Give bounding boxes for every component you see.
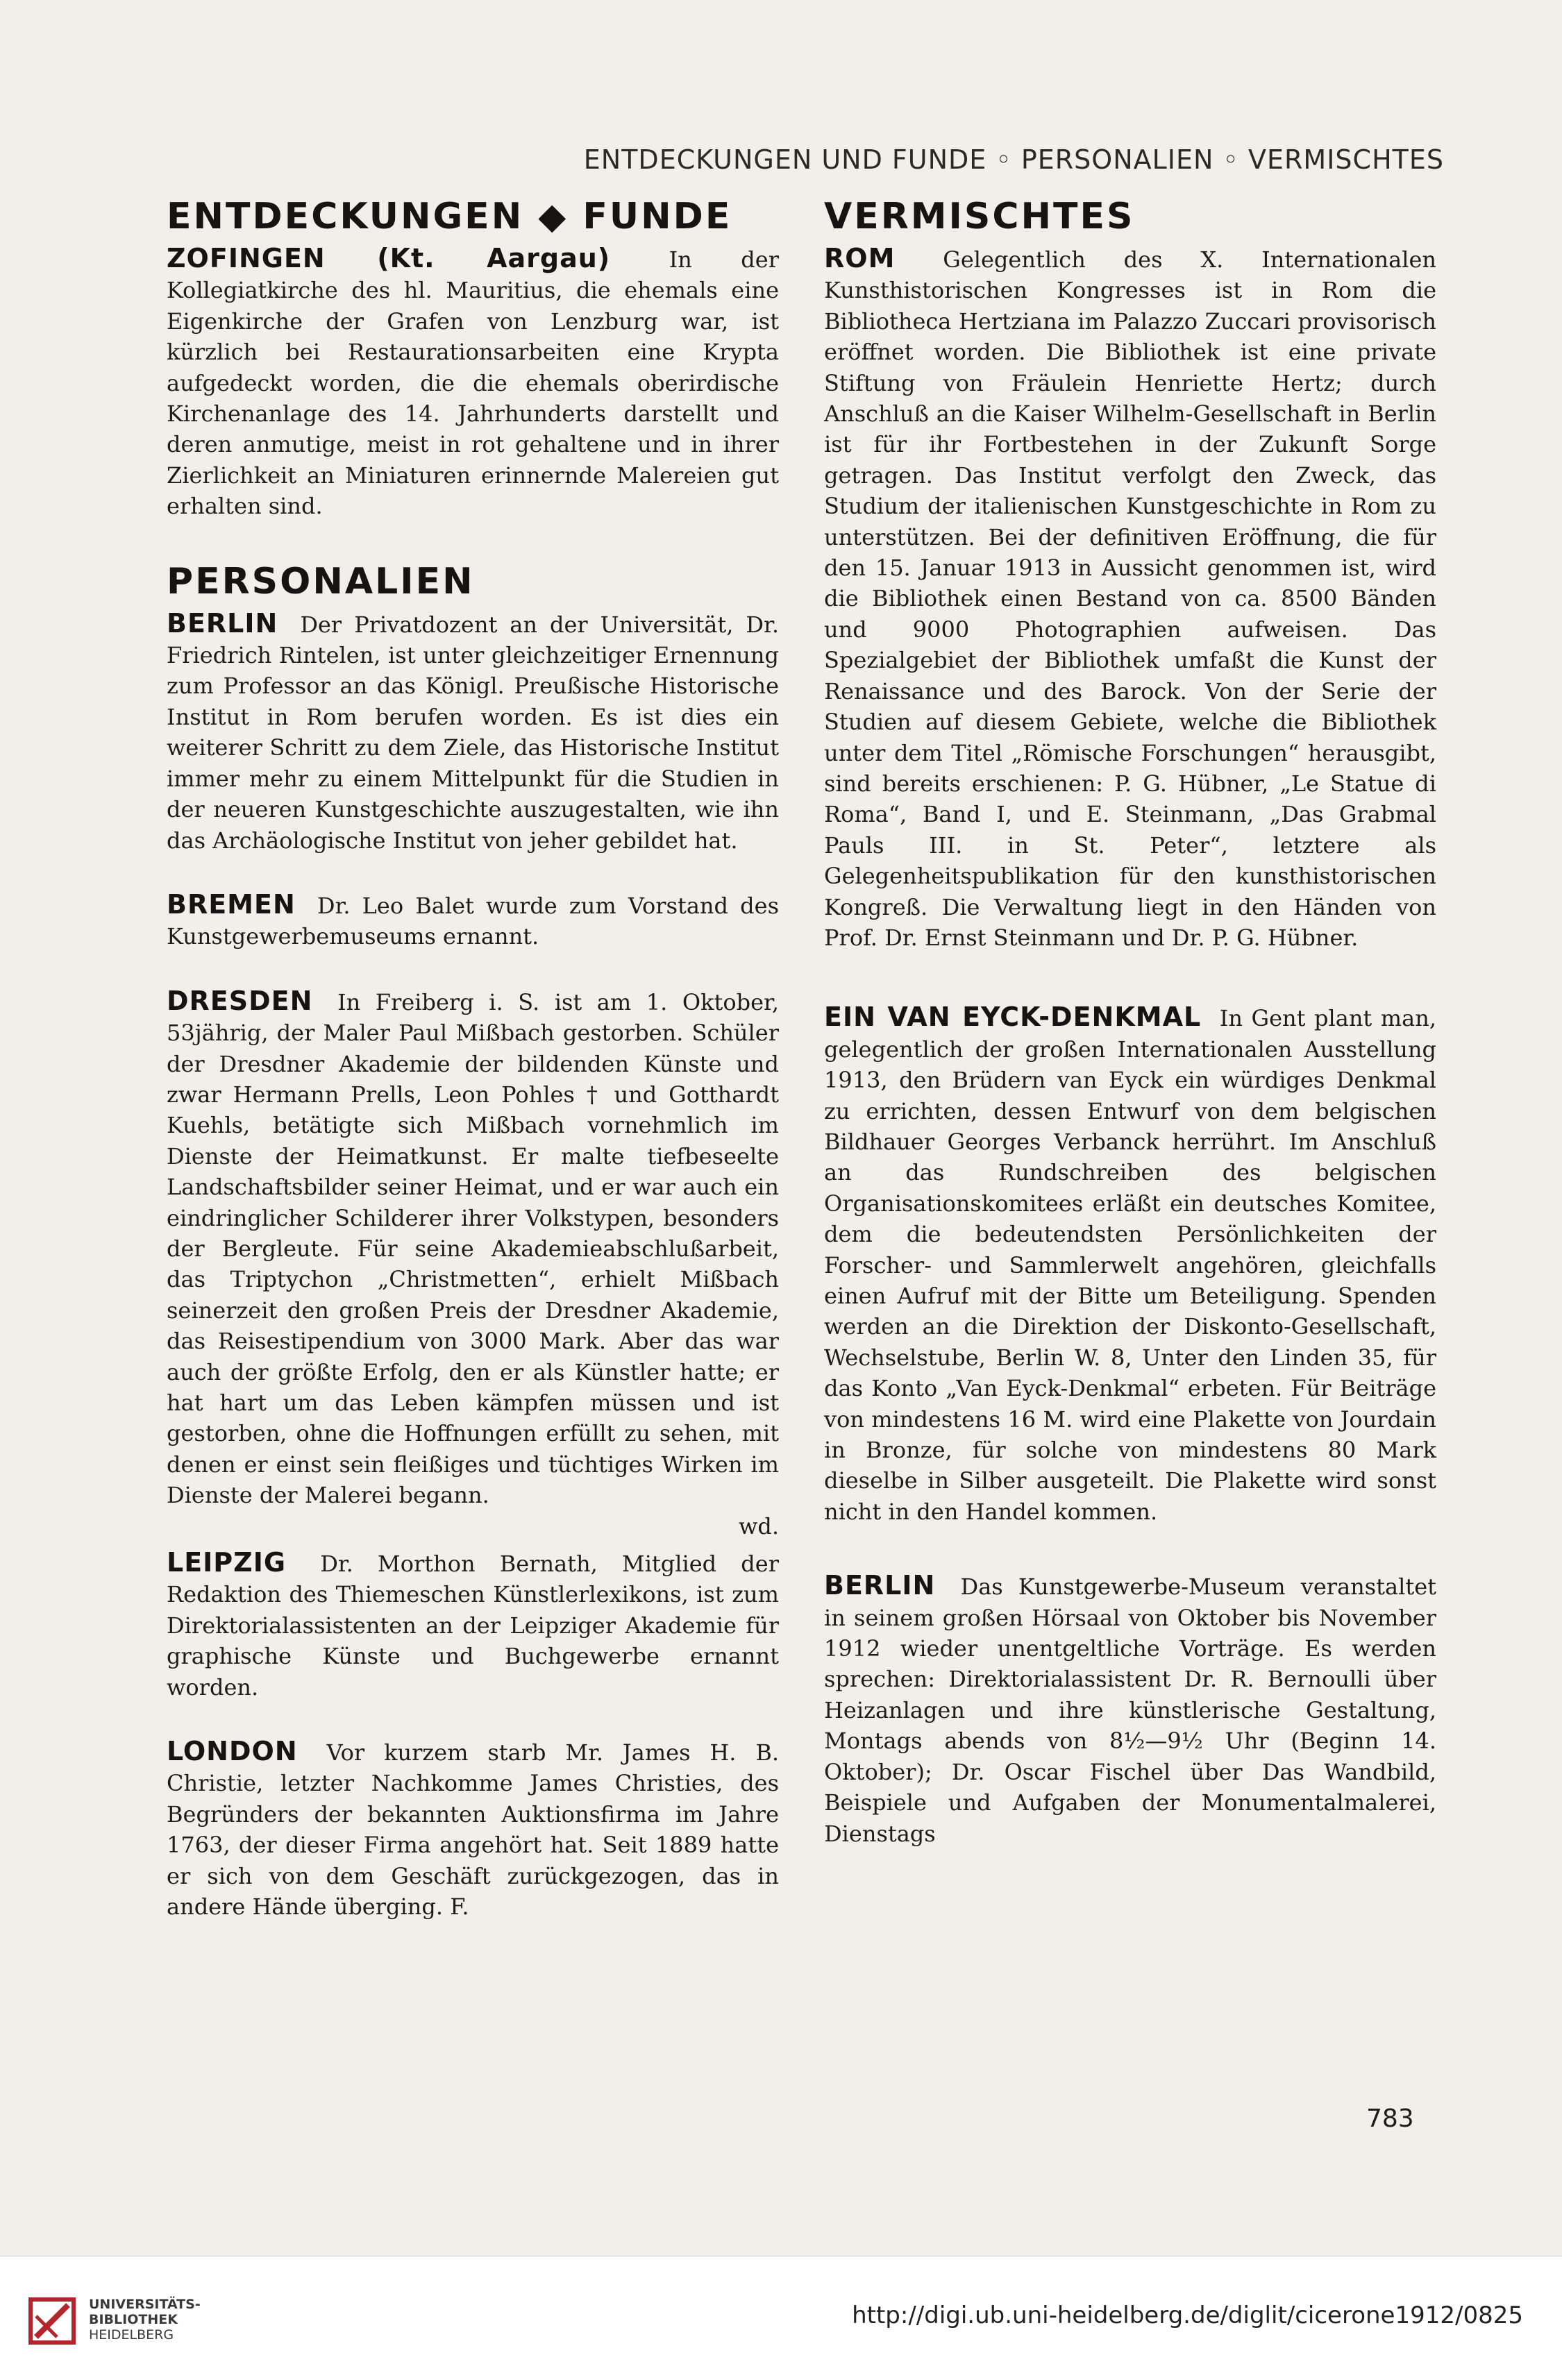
article-bremen — [167, 889, 779, 952]
article-berlin — [167, 608, 779, 856]
article-text: In Gent plant man, gelegentlich der großen Internationalen Ausstellung 1913, den Brüdern van Eyck ein würdiges Denkmal zu errichten, dessen Entwurf von dem belgischen Bildhauer Georges Verbanck herrührt. Im Anschluß an das Rundschreiben des belgischen Organisationskomitees erläßt ein deutsches Komitee, dem die bedeutendsten Persönlichkeiten der Forscher- und Sammlerwelt angehören, gleichfalls einen Aufruf mit der Bitte um Beteiligung. Spenden werden an die Direktion der Diskonto-Gesellschaft, Wechselstube, Berlin W. 8, Unter den Linden 35, für das Konto „Van Eyck-Denkmal“ erbeten. Für Beiträge von mindestens 16 M. wird eine Plakette von Jourdain in Bronze, für solche von mindestens 80 Mark dieselbe in Silber ausgeteilt. Die Plakette wird sonst nicht in den Handel kommen. — [824, 1005, 1437, 1525]
author-signature: wd. — [738, 1512, 779, 1539]
running-header: ENTDECKUNGEN UND FUNDE ◦ PERSONALIEN ◦ VERMISCHTES — [583, 144, 1444, 175]
footer-bar — [0, 2256, 1562, 2380]
article-keyword: LONDON — [167, 1736, 298, 1767]
article-rom — [824, 243, 1436, 953]
article-dresden — [167, 986, 779, 1542]
article-keyword: BREMEN — [167, 888, 296, 920]
right-column — [824, 196, 1436, 1849]
article-van-eyck — [824, 1002, 1436, 1527]
article-text: Gelegentlich des X. Internationalen Kunsthistorischen Kongresses ist in Rom die Bibliotheca Hertziana im Palazzo Zuccari provisorisch eröffnet worden. Die Bibliothek ist eine private Stiftung von Fräulein Henriette Hertz; durch Anschluß an die Kaiser Wilhelm-Gesellschaft in Berlin ist für ihr Fortbestehen in der Zukunft Sorge getragen. Das Institut verfolgt den Zweck, das Studium der italienischen Kunstgeschichte in Rom zu unterstützen. Bei der definitiven Eröffnung, die für den 15. Januar 1913 in Aussicht genommen ist, wird die Bibliothek einen Bestand von ca. 8500 Bänden und 9000 Photographien aufweisen. Das Spezialgebiet der Bibliothek umfaßt die Kunst der Renaissance und des Barock. Von der Serie der Studien auf diesem Gebiete, welche die Bibliothek unter dem Titel „Römische Forschungen“ herausgibt, sind bereits erschienen: P. G. Hübner, „Le Statue di Roma“, Band I, und E. Steinmann, „Das Grabmal Pauls III. in St. Peter“, letztere als Gelegenheitspublikation für den kunsthistorischen Kongreß. Die Verwaltung liegt in den Händen von Prof. Dr. Ernst Steinmann und Dr. P. G. Hübner. — [824, 246, 1437, 951]
article-text: Dr. Leo Balet wurde zum Vorstand des Kunstgewerbemuseums ernannt. — [167, 892, 779, 950]
article-keyword: DRESDEN — [167, 985, 313, 1016]
library-name — [89, 2297, 201, 2343]
article-keyword: ZOFINGEN (Kt. Aargau) — [167, 243, 611, 273]
article-keyword: EIN VAN EYCK-DENKMAL — [824, 1002, 1202, 1033]
section-heading-vermischtes: VERMISCHTES — [824, 196, 1135, 237]
library-logo-icon — [26, 2295, 78, 2347]
article-text: Der Privatdozent an der Universität, Dr. Friedrich Rintelen, ist unter gleichzeitiger Ernennung zum Professor an das Königl. Preußische Historische Institut in Rom berufen worden. Es ist dies ein weiterer Schritt zu dem Ziele, das Historische Institut immer mehr zu einem Mittelpunkt für die Studien in der neueren Kunstgeschichte auszugestalten, wie ihn das Archäologische Institut von jeher gebildet hat. — [167, 611, 779, 854]
page-number: 783 — [1366, 2104, 1414, 2133]
article-leipzig — [167, 1547, 779, 1703]
article-text: Das Kunstgewerbe-Museum veranstaltet in seinem großen Hörsaal von Oktober bis November 1912 wieder unentgeltliche Vorträge. Es werden sprechen: Direktorialassistent Dr. R. Bernoulli über Heizanlagen und ihre künstlerische Gestaltung, Montags abends von 8½—9½ Uhr (Beginn 14. Oktober); Dr. Oscar Fischel über Das Wandbild, Beispiele und Aufgaben der Monumentalmalerei, Dienstags — [824, 1573, 1437, 1847]
left-column — [167, 196, 779, 1923]
article-keyword: LEIPZIG — [167, 1547, 287, 1578]
library-name-line: UNIVERSITÄTS- — [89, 2297, 201, 2312]
library-name-line: BIBLIOTHEK — [89, 2312, 178, 2327]
article-keyword: ROM — [824, 243, 896, 273]
library-name-line: HEIDELBERG — [89, 2327, 174, 2343]
article-text: In Freiberg i. S. ist am 1. Oktober, 53jährig, der Maler Paul Mißbach gestorben. Schüler der Dresdner Akademie der bildenden Künste und zwar Hermann Prells, Leon Pohles † und Gotthardt Kuehls, betätigte sich Mißbach vornehmlich im Dienste der Heimatkunst. Er malte tiefbeseelte Landschaftsbilder seiner Heimat, und er war auch ein eindringlicher Schilderer ihrer Volkstypen, besonders der Bergleute. Für seine Akademieabschlußarbeit, das Triptychon „Christmetten“, erhielt Mißbach seinerzeit den großen Preis der Dresdner Akademie, das Reisestipendium von 3000 Mark. Aber das war auch der größte Erfolg, den er als Künstler hatte; er hat hart um das Leben kämpfen müssen und ist gestorben, ohne die Hoffnungen erfüllt zu sehen, mit denen er einst sein fleißiges und tüchtiges Wirken im Dienste der Malerei begann. — [167, 988, 780, 1509]
article-text: In der Kollegiatkirche des hl. Mauritius, die ehemals eine Eigenkirche der Grafen von Lenzburg war, ist kürzlich bei Restaurationsarbeiten eine Krypta aufgedeckt worden, die die ehemals oberirdische Kirchenanlage des 14. Jahrhunderts darstellt und deren anmutige, meist in rot gehaltene und in ihrer Zierlichkeit an Miniaturen erinnernde Malereien gut erhalten sind. — [167, 246, 780, 520]
article-text: Dr. Morthon Bernath, Mitglied der Redaktion des Thiemeschen Künstlerlexikons, ist zum Direktorialassistenten an der Leipziger Akademie für graphische Künste und Buchgewerbe ernannt worden. — [167, 1551, 780, 1700]
article-london — [167, 1736, 779, 1922]
source-url-link[interactable]: http://digi.ub.uni-heidelberg.de/diglit/cicerone1912/0825 — [852, 2302, 1523, 2329]
section-heading-personalien: PERSONALIEN — [167, 560, 475, 602]
section-heading-entdeckungen: ENTDECKUNGEN ◆ FUNDE — [167, 196, 732, 237]
article-keyword: BERLIN — [167, 607, 278, 639]
article-keyword: BERLIN — [824, 1570, 936, 1601]
article-zofingen — [167, 243, 779, 522]
article-text: Vor kurzem starb Mr. James H. B. Christie, letzter Nachkomme James Christies, des Begründers der bekannten Auktionsfirma im Jahre 1763, der dieser Firma angehört hat. Seit 1889 hatte er sich von dem Geschäft zurückgezogen, das in andere Hände überging. F. — [167, 1739, 780, 1921]
article-berlin-kunstgewerbe — [824, 1570, 1436, 1849]
